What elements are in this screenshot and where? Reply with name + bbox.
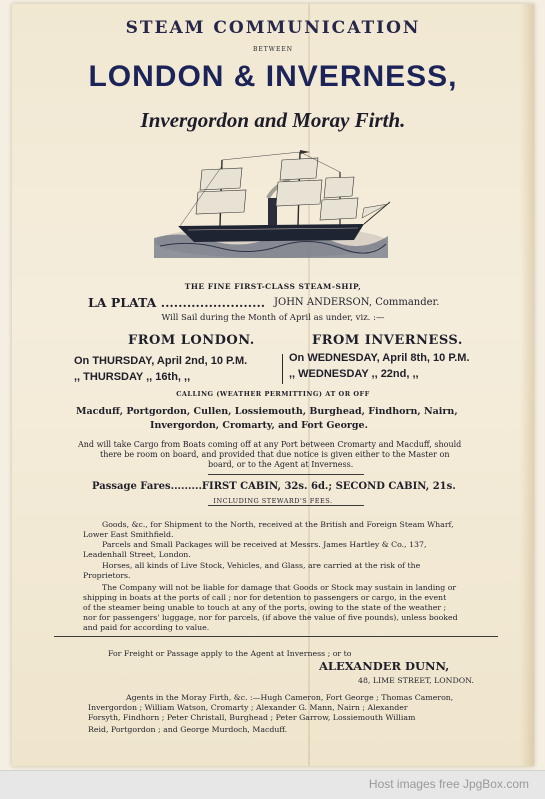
host-watermark: Host images free JpgBox.com: [368, 777, 529, 791]
ship-commander: JOHN ANDERSON, Commander.: [274, 297, 440, 308]
cargo-note-line-1: And will take Cargo from Boats coming off at any Port between Cromarty and Macduff, should: [78, 440, 462, 449]
title-between: BETWEEN: [253, 46, 293, 53]
agent-name: ALEXANDER DUNN,: [319, 659, 450, 673]
agents-line: Forsyth, Findhorn ; Peter Christall, Burghead ; Peter Garrow, Lossiemouth William: [88, 713, 416, 722]
agents-line: Agents in the Moray Firth, &c. :—Hugh Cameron, Fort George ; Thomas Cameron,: [126, 693, 454, 702]
london-sailing-1: On THURSDAY, April 2nd, 10 P.M.: [74, 355, 248, 367]
divider-rule: [54, 636, 498, 637]
conditions-line: and paid for according to value.: [83, 623, 210, 632]
conditions-line: Leadenhall Street, London.: [83, 550, 191, 559]
watermark-bar: [0, 770, 545, 799]
from-london-heading: FROM LONDON.: [128, 333, 255, 348]
cargo-note-line-3: board, or to the Agent at Inverness.: [208, 460, 354, 469]
cargo-note-line-2: there be room on board, and provided that due notice is given either to the Master on: [100, 450, 450, 459]
conditions-line: Horses, all kinds of Live Stock, Vehicles, and Glass, are carried at the risk of the: [102, 561, 421, 570]
conditions-line: shipping in boats at the ports of call ; nor for detention to passengers or cargo, in the event: [83, 593, 447, 602]
sailing-divider: [282, 354, 283, 384]
title-invergordon-moray: Invergordon and Moray Firth.: [140, 108, 406, 132]
sailing-intro: Will Sail during the Month of April as under, viz. :—: [161, 313, 385, 323]
london-sailing-2: ,, THURSDAY ,, 16th, ,,: [74, 371, 191, 383]
steamship-label: THE FINE FIRST-CLASS STEAM-SHIP,: [184, 282, 362, 291]
conditions-line: The Company will not be liable for damage that Goods or Stock may sustain in landing or: [102, 583, 457, 592]
divider-rule: [208, 474, 364, 475]
from-inverness-heading: FROM INVERNESS.: [312, 333, 463, 348]
freight-note: For Freight or Passage apply to the Agent at Inverness ; or to: [108, 649, 352, 658]
handbill-page: [12, 4, 534, 766]
conditions-line: nor for passengers' luggage, nor for parcels, (if above the value of five pounds), unless booked: [83, 613, 458, 622]
inverness-sailing-1: On WEDNESDAY, April 8th, 10 P.M.: [289, 352, 470, 364]
title-steam-communication: STEAM COMMUNICATION: [125, 18, 421, 38]
inverness-sailing-2: ,, WEDNESDAY ,, 22nd, ,,: [289, 368, 419, 380]
steamship-engraving: [150, 146, 392, 264]
ship-name: LA PLATA ........................: [88, 295, 266, 310]
divider-rule: [208, 505, 364, 506]
calling-note: CALLING (WEATHER PERMITTING) AT OR OFF: [176, 390, 370, 398]
ports-line-1: Macduff, Portgordon, Cullen, Lossiemouth, Burghead, Findhorn, Nairn,: [76, 406, 458, 417]
conditions-line: of the steamer being unable to touch at any of the ports, owing to the state of the weather ;: [83, 603, 447, 612]
conditions-line: Parcels and Small Packages will be received at Messrs. James Hartley & Co., 137,: [102, 540, 427, 549]
agent-address: 48, LIME STREET, LONDON.: [358, 676, 474, 685]
conditions-line: Proprietors.: [83, 571, 131, 580]
conditions-line: Goods, &c., for Shipment to the North, received at the British and Foreign Steam Wharf,: [102, 520, 454, 529]
fares-note: INCLUDING STEWARD'S FEES.: [213, 497, 333, 505]
conditions-line: Lower East Smithfield.: [83, 530, 174, 539]
agents-line: Reid, Portgordon ; and George Murdoch, Macduff.: [88, 725, 288, 734]
title-london-inverness: LONDON & INVERNESS,: [88, 60, 458, 93]
agents-line: Invergordon ; William Watson, Cromarty ; Alexander G. Mann, Nairn ; Alexander: [88, 703, 408, 712]
passage-fares: Passage Fares.........FIRST CABIN, 32s. 6d.; SECOND CABIN, 21s.: [92, 481, 456, 492]
ports-line-2: Invergordon, Cromarty, and Fort George.: [150, 420, 368, 431]
